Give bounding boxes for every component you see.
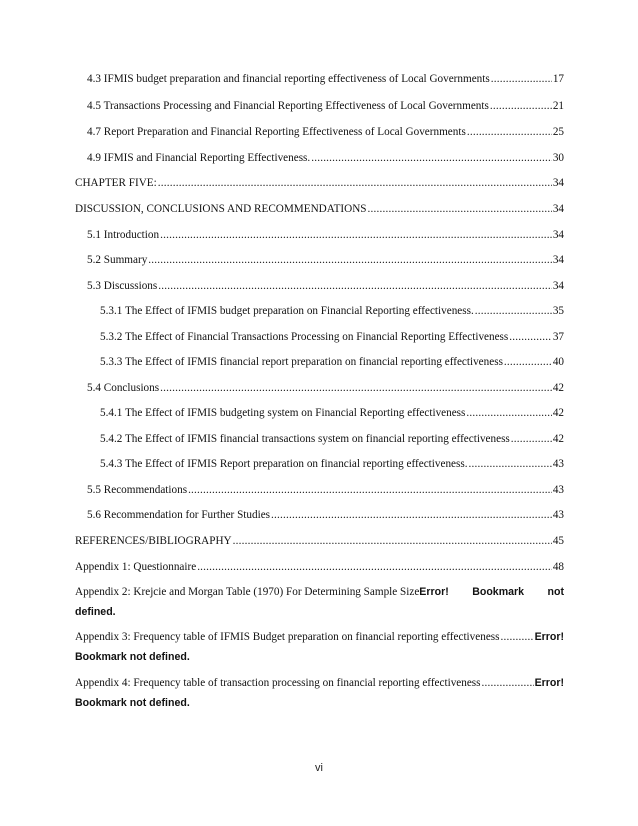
- toc-entry-title: 5.3 Discussions: [87, 280, 158, 292]
- toc-entry-page: 34: [552, 280, 564, 292]
- toc-entry: [100, 330, 564, 344]
- error-message: [419, 585, 564, 599]
- toc-entry-title: REFERENCES/BIBLIOGRAPHY: [75, 535, 232, 547]
- toc-entry: [100, 457, 564, 471]
- error-text: defined.: [75, 606, 116, 618]
- toc-entry-page: 21: [552, 100, 564, 112]
- toc-entry: [100, 432, 564, 446]
- toc-entry-page: 43: [552, 509, 564, 521]
- dot-leader: [511, 432, 552, 446]
- dot-leader: [311, 151, 552, 165]
- toc-entry-appendix-4: [75, 676, 564, 710]
- dot-leader: [482, 676, 534, 690]
- dot-leader: [158, 279, 552, 293]
- dot-leader: [467, 125, 552, 139]
- dot-leader: [148, 253, 552, 267]
- toc-entry: [87, 72, 564, 86]
- toc-entry-page: 43: [552, 484, 564, 496]
- toc-entry-title: 5.4 Conclusions: [87, 382, 160, 394]
- toc-entry-title: Appendix 3: Frequency table of IFMIS Budget preparation on financial reporting effectiveness: [75, 631, 500, 643]
- toc-entry: [75, 202, 564, 216]
- toc-entry-title: Appendix 4: Frequency table of transaction processing on financial reporting effectiveness: [75, 677, 481, 689]
- toc-entry-page: 42: [552, 407, 564, 419]
- toc-entry: [87, 253, 564, 267]
- dot-leader: [466, 406, 551, 420]
- dot-leader: [158, 176, 552, 190]
- toc-entry-page: 42: [552, 433, 564, 445]
- error-text: Bookmark: [472, 586, 525, 598]
- dot-leader: [509, 330, 552, 344]
- toc-entry-title: 4.3 IFMIS budget preparation and financial reporting effectiveness of Local Governments: [87, 73, 490, 85]
- toc-entry-page: 34: [552, 254, 564, 266]
- dot-leader: [504, 355, 552, 369]
- toc-entry-title: 5.1 Introduction: [87, 229, 160, 241]
- toc-entry-title: DISCUSSION, CONCLUSIONS AND RECOMMENDATIONS: [75, 203, 367, 215]
- toc-entry-title: 5.3.1 The Effect of IFMIS budget preparation on Financial Reporting effectiveness.: [100, 305, 474, 317]
- toc-entry-page: 42: [552, 382, 564, 394]
- toc-entry-title: 5.4.1 The Effect of IFMIS budgeting system on Financial Reporting effectiveness: [100, 407, 466, 419]
- toc-entry: [87, 99, 564, 113]
- dot-leader: [491, 72, 552, 86]
- toc-entry-page: 37: [552, 331, 564, 343]
- toc-entry-page: 48: [552, 561, 564, 573]
- dot-leader: [469, 457, 552, 471]
- toc-entry: [100, 304, 564, 318]
- dot-leader: [160, 381, 552, 395]
- error-text: Bookmark not defined.: [75, 651, 190, 663]
- toc-entry-title: CHAPTER FIVE:: [75, 177, 157, 189]
- toc-entry-page: 17: [552, 73, 564, 85]
- toc-entry: [75, 560, 564, 574]
- toc-entry-appendix-2: [75, 585, 564, 619]
- toc-entry: [87, 279, 564, 293]
- toc-entry-page: 34: [552, 177, 564, 189]
- dot-leader: [271, 508, 552, 522]
- toc-entry-title: 5.4.2 The Effect of IFMIS financial transactions system on financial reporting effectiveness: [100, 433, 510, 445]
- toc-entry-appendix-3: [75, 630, 564, 664]
- toc-entry-title: Appendix 2: Krejcie and Morgan Table (1970) For Determining Sample Size: [75, 586, 420, 598]
- toc-entry-title: 5.4.3 The Effect of IFMIS Report preparation on financial reporting effectiveness.: [100, 458, 468, 470]
- toc-entry: [75, 176, 564, 190]
- toc-entry-title: 5.3.3 The Effect of IFMIS financial report preparation on financial reporting effectiveness: [100, 356, 503, 368]
- dot-leader: [490, 99, 552, 113]
- toc-entry: [87, 228, 564, 242]
- toc-entry: [75, 534, 564, 548]
- toc-entry-page: 45: [552, 535, 564, 547]
- toc-entry-title: 5.6 Recommendation for Further Studies: [87, 509, 271, 521]
- toc-entry: [87, 508, 564, 522]
- toc-entry: [87, 125, 564, 139]
- toc-entry-page: 40: [552, 356, 564, 368]
- toc-entry-title: Appendix 1: Questionnaire: [75, 561, 197, 573]
- error-text: Error!: [419, 586, 449, 598]
- toc-entry-title: 5.5 Recommendations: [87, 484, 188, 496]
- error-text: Bookmark not defined.: [75, 697, 190, 709]
- error-text: Error!: [534, 677, 564, 689]
- toc-entry-page: 43: [552, 458, 564, 470]
- toc-entry: [100, 406, 564, 420]
- page-number: vi: [315, 762, 323, 774]
- toc-entry-title: 4.9 IFMIS and Financial Reporting Effectiveness.: [87, 152, 311, 164]
- toc-entry-title: 5.2 Summary: [87, 254, 148, 266]
- toc-entry: [100, 355, 564, 369]
- toc-entry-title: 4.7 Report Preparation and Financial Reporting Effectiveness of Local Governments: [87, 126, 466, 138]
- error-text: not: [547, 586, 564, 598]
- dot-leader: [368, 202, 552, 216]
- dot-leader: [233, 534, 552, 548]
- dot-leader: [197, 560, 552, 574]
- toc-entry-page: 25: [552, 126, 564, 138]
- toc-entry: [87, 381, 564, 395]
- toc-entry: [87, 151, 564, 165]
- toc-entry-page: 34: [552, 203, 564, 215]
- toc-entry: [87, 483, 564, 497]
- toc-entry-page: 30: [552, 152, 564, 164]
- toc-entry-page: 35: [552, 305, 564, 317]
- toc-entry-title: 4.5 Transactions Processing and Financial Reporting Effectiveness of Local Governments: [87, 100, 489, 112]
- dot-leader: [475, 304, 552, 318]
- dot-leader: [188, 483, 552, 497]
- error-text: Error!: [534, 631, 564, 643]
- toc-entry-title: 5.3.2 The Effect of Financial Transactions Processing on Financial Reporting Effectiveness: [100, 331, 509, 343]
- dot-leader: [501, 630, 534, 644]
- dot-leader: [160, 228, 552, 242]
- toc-entry-page: 34: [552, 229, 564, 241]
